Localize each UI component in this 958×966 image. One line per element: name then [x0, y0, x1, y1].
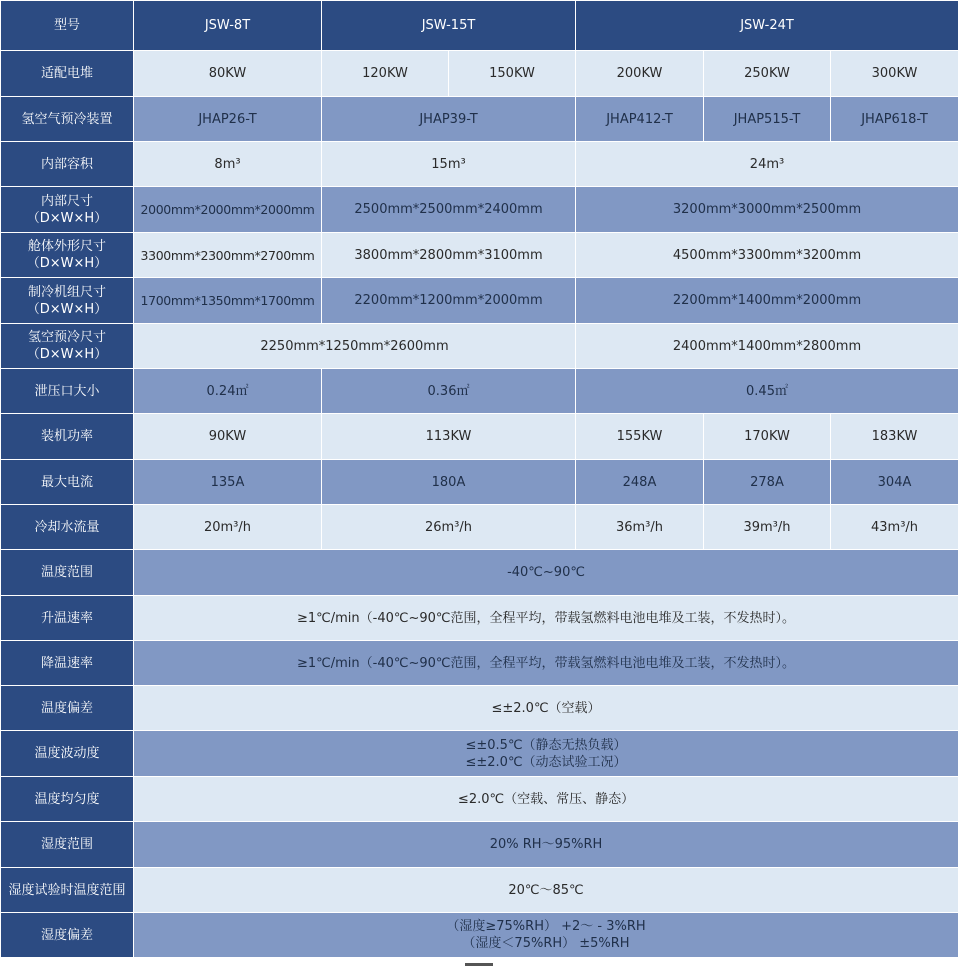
row-precool-device [1, 97, 958, 142]
cell-value: 43m³/h [831, 505, 958, 550]
cell-value: 180A [322, 460, 576, 505]
cell-value: 26m³/h [322, 505, 576, 550]
cell-value: 2000mm*2000mm*2000mm [134, 187, 322, 233]
cell-value: 113KW [322, 414, 576, 460]
row-label: 氢空气预冷装置 [1, 97, 134, 142]
row-label-line: （D×W×H） [26, 256, 108, 271]
row-label: 适配电堆 [1, 51, 134, 97]
row-label-line: 氢空预冷尺寸 [27, 330, 106, 345]
cell-value: 3200mm*3000mm*2500mm [576, 187, 958, 233]
row-power [1, 414, 958, 460]
cell-value: 155KW [576, 414, 704, 460]
cell-value: 80KW [134, 51, 322, 97]
cell-value: 1700mm*1350mm*1700mm [134, 278, 322, 324]
cell-value: 150KW [449, 51, 576, 97]
cell-value: 0.24㎡ [134, 369, 322, 414]
cell-value: 20m³/h [134, 505, 322, 550]
row-label: 湿度偏差 [1, 913, 134, 958]
cell-value: 15m³ [322, 142, 576, 187]
row-label: 温度范围 [1, 550, 134, 596]
row-label: 泄压口大小 [1, 369, 134, 414]
cell-value: 0.45㎡ [576, 369, 958, 414]
cell-value [134, 913, 958, 958]
cell-value: 278A [704, 460, 831, 505]
row-label: 内部容积 [1, 142, 134, 187]
cell-value: 135A [134, 460, 322, 505]
row-volume [1, 142, 958, 187]
cell-value: 36m³/h [576, 505, 704, 550]
row-humidity-range [1, 822, 958, 868]
row-label: 最大电流 [1, 460, 134, 505]
row-temp-deviation [1, 686, 958, 731]
cell-value: JHAP26-T [134, 97, 322, 142]
row-stack [1, 51, 958, 97]
row-label-line: （D×W×H） [26, 301, 108, 317]
cell-value: 200KW [576, 51, 704, 97]
model-name: JSW-24T [576, 1, 958, 51]
cell-value: 2200mm*1200mm*2000mm [322, 278, 576, 324]
row-label: 温度均匀度 [1, 777, 134, 822]
row-label [1, 278, 134, 324]
row-relief [1, 369, 958, 414]
row-humidity-deviation [1, 913, 958, 958]
row-label [1, 324, 134, 369]
cell-value: ≤2.0℃（空载、常压、静态） [134, 777, 958, 822]
cell-value: 39m³/h [704, 505, 831, 550]
cell-value: 2200mm*1400mm*2000mm [576, 278, 958, 324]
cell-line: （湿度＜75%RH） ±5%RH [462, 936, 630, 951]
cell-line: ≤±2.0℃（动态试验工况） [465, 754, 627, 770]
row-humidity-temp-range [1, 868, 958, 913]
cell-value: 183KW [831, 414, 958, 460]
cell-value: 8m³ [134, 142, 322, 187]
header-label: 型号 [1, 1, 134, 51]
cell-value: 248A [576, 460, 704, 505]
row-label: 降温速率 [1, 641, 134, 686]
row-label: 升温速率 [1, 596, 134, 641]
cell-value: 20% RH～95%RH [134, 822, 958, 868]
cell-value: 24m³ [576, 142, 958, 187]
cell-value: ≥1℃/min（-40℃~90℃范围，全程平均，带载氢燃料电池电堆及工装，不发热时）。 [134, 641, 958, 686]
row-label-line: 制冷机组尺寸 [27, 284, 106, 300]
row-temp-uniformity [1, 777, 958, 822]
row-label-line: （D×W×H） [26, 210, 108, 226]
cell-value: JHAP515-T [704, 97, 831, 142]
cell-value: 250KW [704, 51, 831, 97]
cell-value: JHAP412-T [576, 97, 704, 142]
cell-value: 2400mm*1400mm*2800mm [576, 324, 958, 369]
cell-value: 304A [831, 460, 958, 505]
row-temp-fluctuation [1, 731, 958, 777]
row-temp-range [1, 550, 958, 596]
cell-value: 4500mm*3300mm*3200mm [576, 233, 958, 278]
cell-value: 2250mm*1250mm*2600mm [134, 324, 576, 369]
row-outer-size [1, 233, 958, 278]
cell-value [134, 731, 958, 777]
cell-line: ≤±0.5℃（静态无热负载） [465, 737, 627, 753]
header-row [1, 1, 958, 51]
cell-value: 2500mm*2500mm*2400mm [322, 187, 576, 233]
cell-value: 170KW [704, 414, 831, 460]
row-label-line: 舱体外形尺寸 [27, 239, 106, 254]
cell-value: 3800mm*2800mm*3100mm [322, 233, 576, 278]
row-label: 湿度范围 [1, 822, 134, 868]
cell-value: JHAP618-T [831, 97, 958, 142]
cell-value: JHAP39-T [322, 97, 576, 142]
model-name: JSW-15T [322, 1, 576, 51]
row-label [1, 233, 134, 278]
row-cooling-water [1, 505, 958, 550]
row-label-line: （D×W×H） [26, 347, 108, 362]
cell-value: 90KW [134, 414, 322, 460]
cell-value: 3300mm*2300mm*2700mm [134, 233, 322, 278]
row-precool-size [1, 324, 958, 369]
row-label: 湿度试验时温度范围 [1, 868, 134, 913]
row-label: 温度波动度 [1, 731, 134, 777]
cell-value: 300KW [831, 51, 958, 97]
row-label: 装机功率 [1, 414, 134, 460]
row-cool-rate [1, 641, 958, 686]
row-label [1, 187, 134, 233]
cell-value: -40℃~90℃ [134, 550, 958, 596]
row-current [1, 460, 958, 505]
cell-value: ≥1℃/min（-40℃~90℃范围，全程平均，带载氢燃料电池电堆及工装，不发热时）。 [134, 596, 958, 641]
cell-value: 120KW [322, 51, 449, 97]
model-name: JSW-8T [134, 1, 322, 51]
row-inner-size [1, 187, 958, 233]
row-refrig-size [1, 278, 958, 324]
cell-line: （湿度≥75%RH） +2～ - 3%RH [446, 919, 646, 934]
cell-value: 0.36㎡ [322, 369, 576, 414]
cell-value: 20℃～85℃ [134, 868, 958, 913]
cell-value: ≤±2.0℃（空载） [134, 686, 958, 731]
row-label-line: 内部尺寸 [40, 193, 93, 209]
row-heat-rate [1, 596, 958, 641]
row-label: 冷却水流量 [1, 505, 134, 550]
row-label: 温度偏差 [1, 686, 134, 731]
